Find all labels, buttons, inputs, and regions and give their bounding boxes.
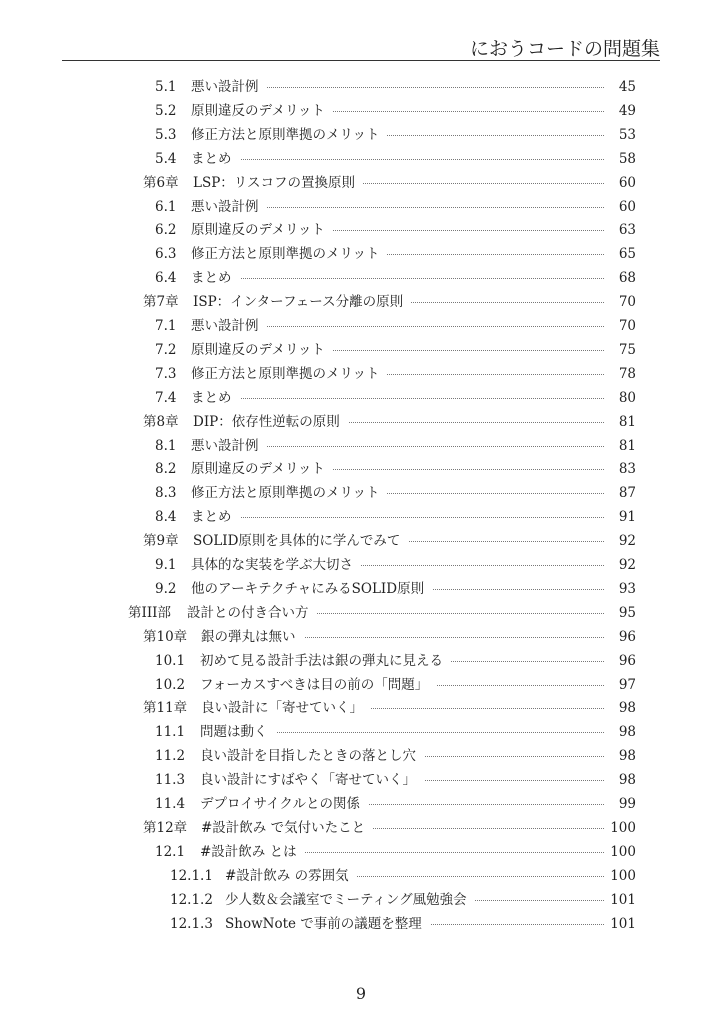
toc-entry-page: 98 [619, 697, 636, 719]
toc-entry-page: 83 [619, 458, 636, 480]
toc-entry[interactable] [0, 650, 722, 672]
toc-entry-page: 100 [610, 841, 636, 863]
toc-entry[interactable] [0, 291, 722, 313]
toc-entry-page: 98 [619, 769, 636, 791]
toc-entry[interactable] [0, 196, 722, 218]
toc-entry-title[interactable]: 原則違反のデメリット [191, 100, 333, 122]
toc-entry-number: 第7章 [143, 294, 179, 311]
toc-entry-page: 95 [619, 602, 636, 624]
toc-entry-page: 60 [619, 196, 636, 218]
toc-entry-number: 第10章 [143, 628, 188, 645]
toc-entry-number: 12.1.3 [170, 915, 213, 932]
toc-entry-page: 97 [619, 674, 636, 696]
toc-entry-number: 6.3 [155, 246, 177, 263]
toc-entry-title[interactable]: 銀の弾丸は無い [201, 626, 304, 648]
toc-entry-number: 5.2 [155, 102, 177, 119]
toc-entry-page: 91 [619, 506, 636, 528]
dot-leader [201, 398, 604, 399]
toc-entry-number: 10.1 [155, 652, 186, 669]
toc-entry[interactable] [0, 793, 722, 815]
toc-entry[interactable] [0, 124, 722, 146]
toc-entry-number: 11.4 [155, 796, 186, 812]
toc-entry-number: 8.1 [155, 437, 177, 454]
toc-entry[interactable] [0, 769, 722, 791]
toc-entry-number: 11.3 [155, 772, 186, 789]
toc-entry-number: 第12章 [143, 819, 188, 836]
toc-entry-page: 53 [619, 124, 636, 146]
toc-entry[interactable] [0, 913, 722, 935]
toc-entry-number: 8.4 [155, 509, 177, 526]
toc-entry-title[interactable]: ShowNote で事前の議題を整理 [225, 913, 430, 935]
toc-entry-title[interactable]: デプロイサイクルとの関係 [200, 793, 368, 815]
toc-entry[interactable] [0, 578, 722, 600]
toc-entry-number: 9.1 [155, 557, 177, 573]
toc-entry-title[interactable]: まとめ [191, 267, 240, 289]
toc-entry-number: 10.2 [155, 676, 186, 693]
toc-entry-title[interactable]: 原則違反のデメリット [191, 339, 333, 361]
toc-entry-number: 12.1.2 [170, 891, 213, 908]
toc-entry-page: 92 [619, 530, 636, 552]
toc-entry[interactable] [0, 172, 722, 194]
toc-entry-page: 68 [619, 267, 636, 289]
toc-entry-number: 第9章 [143, 533, 179, 550]
dot-leader [201, 159, 604, 160]
toc-entry-page: 80 [619, 387, 636, 409]
toc-entry-title[interactable]: 原則違反のデメリット [191, 219, 333, 241]
toc-entry[interactable] [0, 219, 722, 241]
toc-entry-number: 6.1 [155, 198, 177, 215]
toc-entry[interactable] [0, 148, 722, 170]
toc-entry[interactable] [0, 554, 722, 576]
toc-entry-number: 12.1.1 [170, 867, 213, 884]
toc-entry-title[interactable]: 修正方法と原則準拠のメリット [191, 243, 387, 265]
toc-entry-title[interactable]: LSP：リスコフの置換原則 [193, 172, 363, 194]
toc-entry-page: 92 [619, 554, 636, 576]
toc-entry-title[interactable]: 悪い設計例 [191, 315, 267, 337]
toc-entry-page: 78 [619, 363, 636, 385]
toc-entry[interactable] [0, 387, 722, 409]
toc-entry-number: 7.2 [155, 341, 177, 358]
toc-entry[interactable] [0, 315, 722, 337]
toc-entry-title[interactable]: 悪い設計例 [191, 435, 267, 457]
toc-entry-page: 58 [619, 148, 636, 170]
toc-entry[interactable] [0, 243, 722, 265]
toc-entry-page: 100 [610, 817, 636, 839]
page-number: 9 [355, 984, 367, 1003]
toc-entry[interactable] [0, 100, 722, 122]
toc-entry-page: 98 [619, 721, 636, 743]
toc-entry-page: 100 [610, 865, 636, 887]
toc-entry-page: 93 [619, 578, 636, 600]
toc-entry-number: 9.2 [155, 580, 177, 597]
toc-entry-title[interactable]: #設計飲み とは [200, 841, 305, 863]
toc-entry[interactable] [0, 458, 722, 480]
toc-entry-number: 7.4 [155, 389, 177, 406]
toc-entry[interactable] [0, 889, 722, 911]
toc-entry[interactable] [0, 435, 722, 457]
toc-entry-title[interactable]: 良い設計を目指したときの落とし穴 [200, 745, 424, 767]
running-header-title: におうコードの問題集 [469, 38, 660, 60]
toc-entry-number: 5.1 [155, 79, 177, 95]
toc-entry-title[interactable]: 修正方法と原則準拠のメリット [191, 363, 387, 385]
toc-entry-page: 60 [619, 172, 636, 194]
toc-entry-title[interactable]: 良い設計に「寄せていく」 [201, 697, 371, 719]
toc-entry-title[interactable]: 初めて見る設計手法は銀の弾丸に見える [200, 650, 451, 672]
toc-entry-page: 81 [619, 435, 636, 457]
toc-entry-title[interactable]: 悪い設計例 [191, 76, 267, 98]
toc-entry-title[interactable]: フォーカスすべきは目の前の「問題」 [200, 674, 436, 696]
toc-entry-page: 101 [610, 913, 636, 935]
toc-entry-title[interactable]: 修正方法と原則準拠のメリット [191, 482, 387, 504]
toc-entry-title[interactable]: まとめ [191, 387, 240, 409]
toc-entry-page: 99 [619, 793, 636, 815]
toc-entry-title[interactable]: 原則違反のデメリット [191, 458, 333, 480]
toc-entry[interactable] [0, 817, 722, 839]
toc-entry-title[interactable]: 少人数＆会議室でミーティング風勉強会 [225, 889, 475, 911]
toc-entry-title[interactable]: #設計飲み で気付いたこと [201, 817, 373, 839]
toc-entry-page: 70 [619, 291, 636, 313]
toc-entry-title[interactable]: 問題は動く [200, 721, 276, 743]
toc-entry-number: 11.1 [155, 724, 186, 741]
toc-entry-number: 8.2 [155, 461, 177, 478]
toc-entry-number: 第III部 [128, 604, 171, 621]
toc-entry-number: 8.3 [155, 485, 177, 502]
toc-entry-number: 第8章 [143, 413, 179, 430]
toc-entry-page: 101 [610, 889, 636, 911]
toc-entry[interactable] [0, 530, 722, 552]
toc-entry-page: 45 [619, 76, 636, 98]
toc-entry-number: 5.3 [155, 126, 177, 143]
toc-entry-page: 98 [619, 745, 636, 767]
toc-entry[interactable] [0, 411, 722, 433]
dot-leader [201, 517, 604, 518]
toc-entry-number: 7.1 [155, 318, 177, 334]
toc-entry[interactable] [0, 865, 722, 887]
toc-entry-number: 6.4 [155, 270, 177, 287]
toc-entry[interactable] [0, 602, 722, 624]
toc-entry[interactable] [0, 76, 722, 98]
toc-entry-title[interactable]: まとめ [191, 506, 240, 528]
toc-entry-title[interactable]: 他のアーキテクチャにみるSOLID原則 [191, 578, 432, 600]
toc-entry-title[interactable]: DIP：依存性逆転の原則 [193, 411, 348, 433]
toc-entry-page: 70 [619, 315, 636, 337]
toc-entry[interactable] [0, 674, 722, 696]
toc-entry[interactable] [0, 482, 722, 504]
toc-entry-number: 5.4 [155, 150, 177, 167]
dot-leader [201, 278, 604, 279]
toc-entry-page: 81 [619, 411, 636, 433]
toc-entry-title[interactable]: 良い設計にすばやく「寄せていく」 [200, 769, 424, 791]
toc-entry-number: 第11章 [143, 700, 188, 717]
toc-entry-page: 87 [619, 482, 636, 504]
header-rule [62, 60, 660, 61]
toc-entry-page: 96 [619, 650, 636, 672]
toc-entry-title[interactable]: まとめ [191, 148, 240, 170]
toc-entry-number: 6.2 [155, 222, 177, 239]
toc-entry-number: 12.1 [155, 843, 186, 860]
toc-entry[interactable] [0, 697, 722, 719]
toc-entry[interactable] [0, 626, 722, 648]
toc-entry[interactable] [0, 841, 722, 863]
toc-entry[interactable] [0, 267, 722, 289]
toc-entry-title[interactable]: 修正方法と原則準拠のメリット [191, 124, 387, 146]
toc-entry[interactable] [0, 745, 722, 767]
toc-entry[interactable] [0, 506, 722, 528]
toc-entry-title[interactable]: 悪い設計例 [191, 196, 267, 218]
toc-entry-page: 75 [619, 339, 636, 361]
toc-entry-number: 第6章 [143, 174, 179, 191]
toc-entry-page: 65 [619, 243, 636, 265]
toc-entry-title[interactable]: ISP：インターフェース分離の原則 [193, 291, 411, 313]
toc-entry-number: 11.2 [155, 748, 186, 765]
toc-entry-page: 63 [619, 219, 636, 241]
toc-entry-title[interactable]: #設計飲み の雰囲気 [225, 865, 357, 887]
toc-entry-number: 7.3 [155, 365, 177, 382]
toc-entry-title[interactable]: 設計との付き合い方 [187, 602, 317, 624]
toc-entry-title[interactable]: 具体的な実装を学ぶ大切さ [191, 554, 361, 576]
toc-entry[interactable] [0, 721, 722, 743]
toc-entry[interactable] [0, 363, 722, 385]
toc-entry-title[interactable]: SOLID原則を具体的に学んでみて [193, 530, 408, 552]
toc-entry-page: 49 [619, 100, 636, 122]
toc-entry[interactable] [0, 339, 722, 361]
toc-entry-page: 96 [619, 626, 636, 648]
